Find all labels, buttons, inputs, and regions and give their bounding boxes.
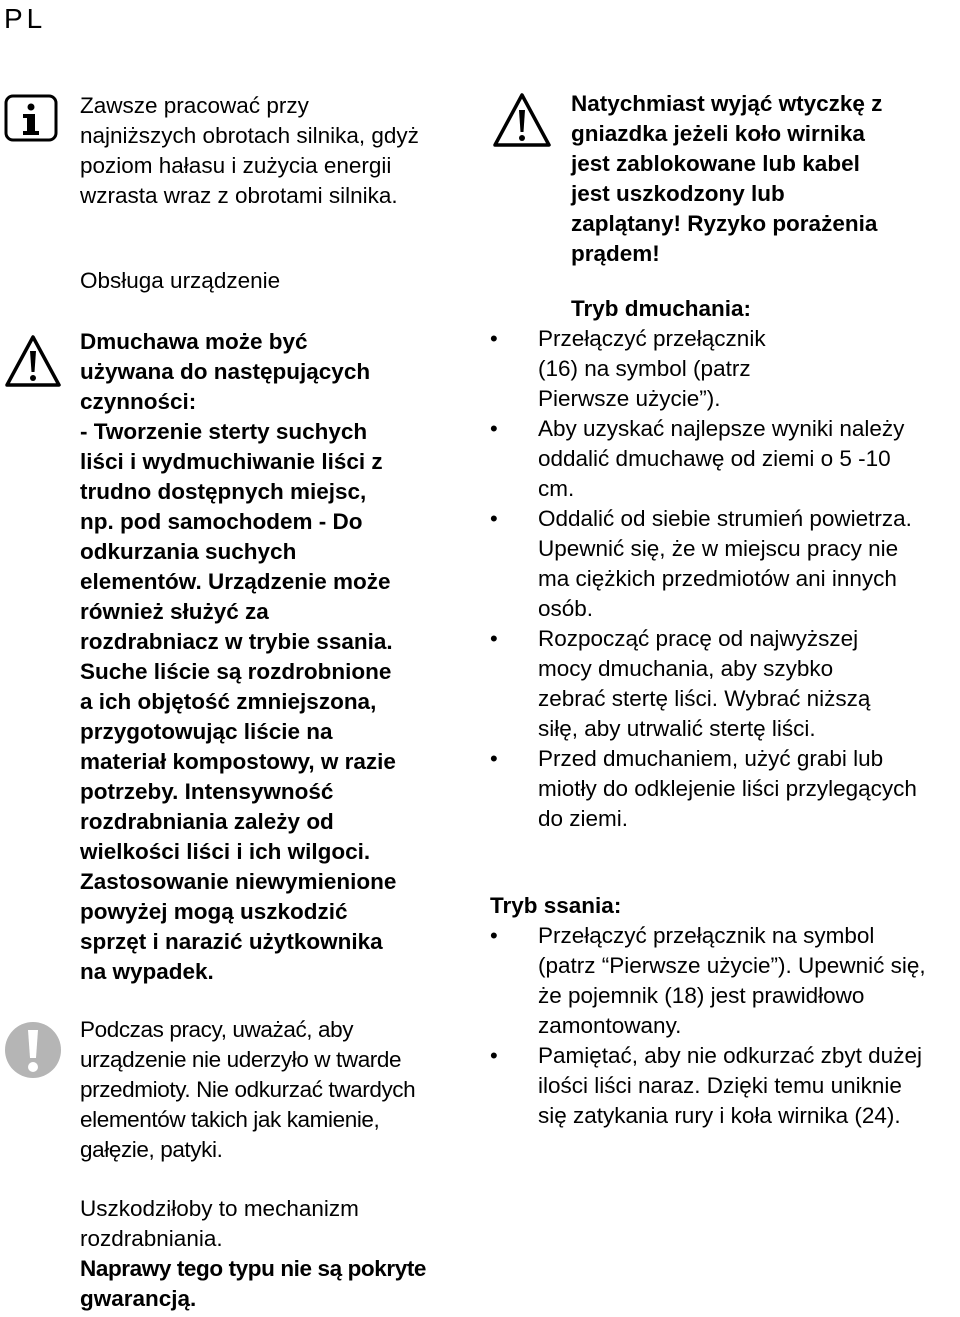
info-icon	[4, 94, 58, 144]
warranty-note: Naprawy tego typu nie są pokryte	[80, 1256, 427, 1281]
suction-mode-list	[490, 921, 926, 1131]
warning-triangle-icon	[492, 92, 552, 148]
list-item: • Przełączyć przełącznik (16) na symbol (patrz Pierwsze użycie”).	[490, 326, 766, 411]
bullet-icon: •	[490, 1043, 498, 1068]
blow-mode-list	[490, 324, 917, 834]
suction-mode-title: Tryb ssania:	[490, 893, 622, 918]
bullet-icon: •	[490, 626, 498, 651]
list-item: • Aby uzyskać najlepsze wyniki należy oddalić dmuchawę od ziemi o 5 -10 cm.	[490, 416, 905, 501]
bullet-icon: •	[490, 326, 498, 351]
damage-note: Uszkodziłoby to mechanizm rozdrabniania. Naprawy tego typu nie są pokryte gwarancją.	[80, 1196, 427, 1311]
bullet-icon: •	[490, 746, 498, 771]
bullet-icon: •	[490, 416, 498, 441]
list-item: • Przełączyć przełącznik na symbol (patrz “Pierwsze użycie”). Upewnić się, że pojemnik (18) jest prawidłowo zamontowany.	[490, 923, 926, 1038]
electric-warning: Natychmiast wyjąć wtyczkę z gniazdka jeżeli koło wirnika jest zablokowane lub kabel jest uszkodzony lub zaplątany! Ryzyko porażenia prądem!	[571, 91, 883, 266]
list-item: • Oddalić od siebie strumień powietrza. Upewnić się, że w miejscu pracy nie ma ciężkich przedmiotów ani innych osób.	[490, 506, 912, 621]
info-note: Zawsze pracować przy najniższych obrotach silnika, gdyż poziom hałasu i zużycia energii wzrasta wraz z obrotami silnika.	[80, 93, 419, 208]
list-item: • Pamiętać, aby nie odkurzać zbyt dużej ilości liści naraz. Dzięki temu uniknie się zatykania rury i koła wirnika (24).	[490, 1043, 922, 1128]
list-item: • Rozpocząć pracę od najwyższej mocy dmuchania, aby szybko zebrać stertę liści. Wybrać niższą siłę, aby utrwalić stertę liści.	[490, 626, 871, 741]
caution-circle-icon	[2, 1020, 64, 1080]
bullet-icon: •	[490, 923, 498, 948]
warning-block: Dmuchawa może być używana do następujących czynności: - Tworzenie sterty suchych liści i wydmuchiwanie liści z trudno dostępnych miejsc, np. pod samochodem - Do odkurzania suchych elementów. Urządzenie może również służyć za rozdrabniacz w trybie ssania. Suche liście są rozdrobnione a ich objętość zmniejszona, przygotowując liście na materiał kompostowy, w razie potrzeby. Intensywność rozdrabniania zależy od wielkości liści i ich wilgoci. Zastosowanie niewymienione powyżej mogą uszkodzić sprzęt i narazić użytkownika na wypadek.	[80, 329, 397, 984]
blow-mode-title: Tryb dmuchania:	[571, 296, 752, 321]
caution-block: Podczas pracy, uważać, aby urządzenie nie uderzyło w twarde przedmioty. Nie odkurzać twardych elementów takich jak kamienie, gałęzie, patyki.	[80, 1017, 416, 1162]
section-title: Obsługa urządzenie	[80, 268, 281, 293]
language-code: PL	[4, 3, 47, 34]
bullet-icon: •	[490, 506, 498, 531]
warning-triangle-icon	[4, 334, 62, 388]
list-item: • Przed dmuchaniem, użyć grabi lub miotły do odklejenie liści przylegących do ziemi.	[490, 746, 917, 831]
